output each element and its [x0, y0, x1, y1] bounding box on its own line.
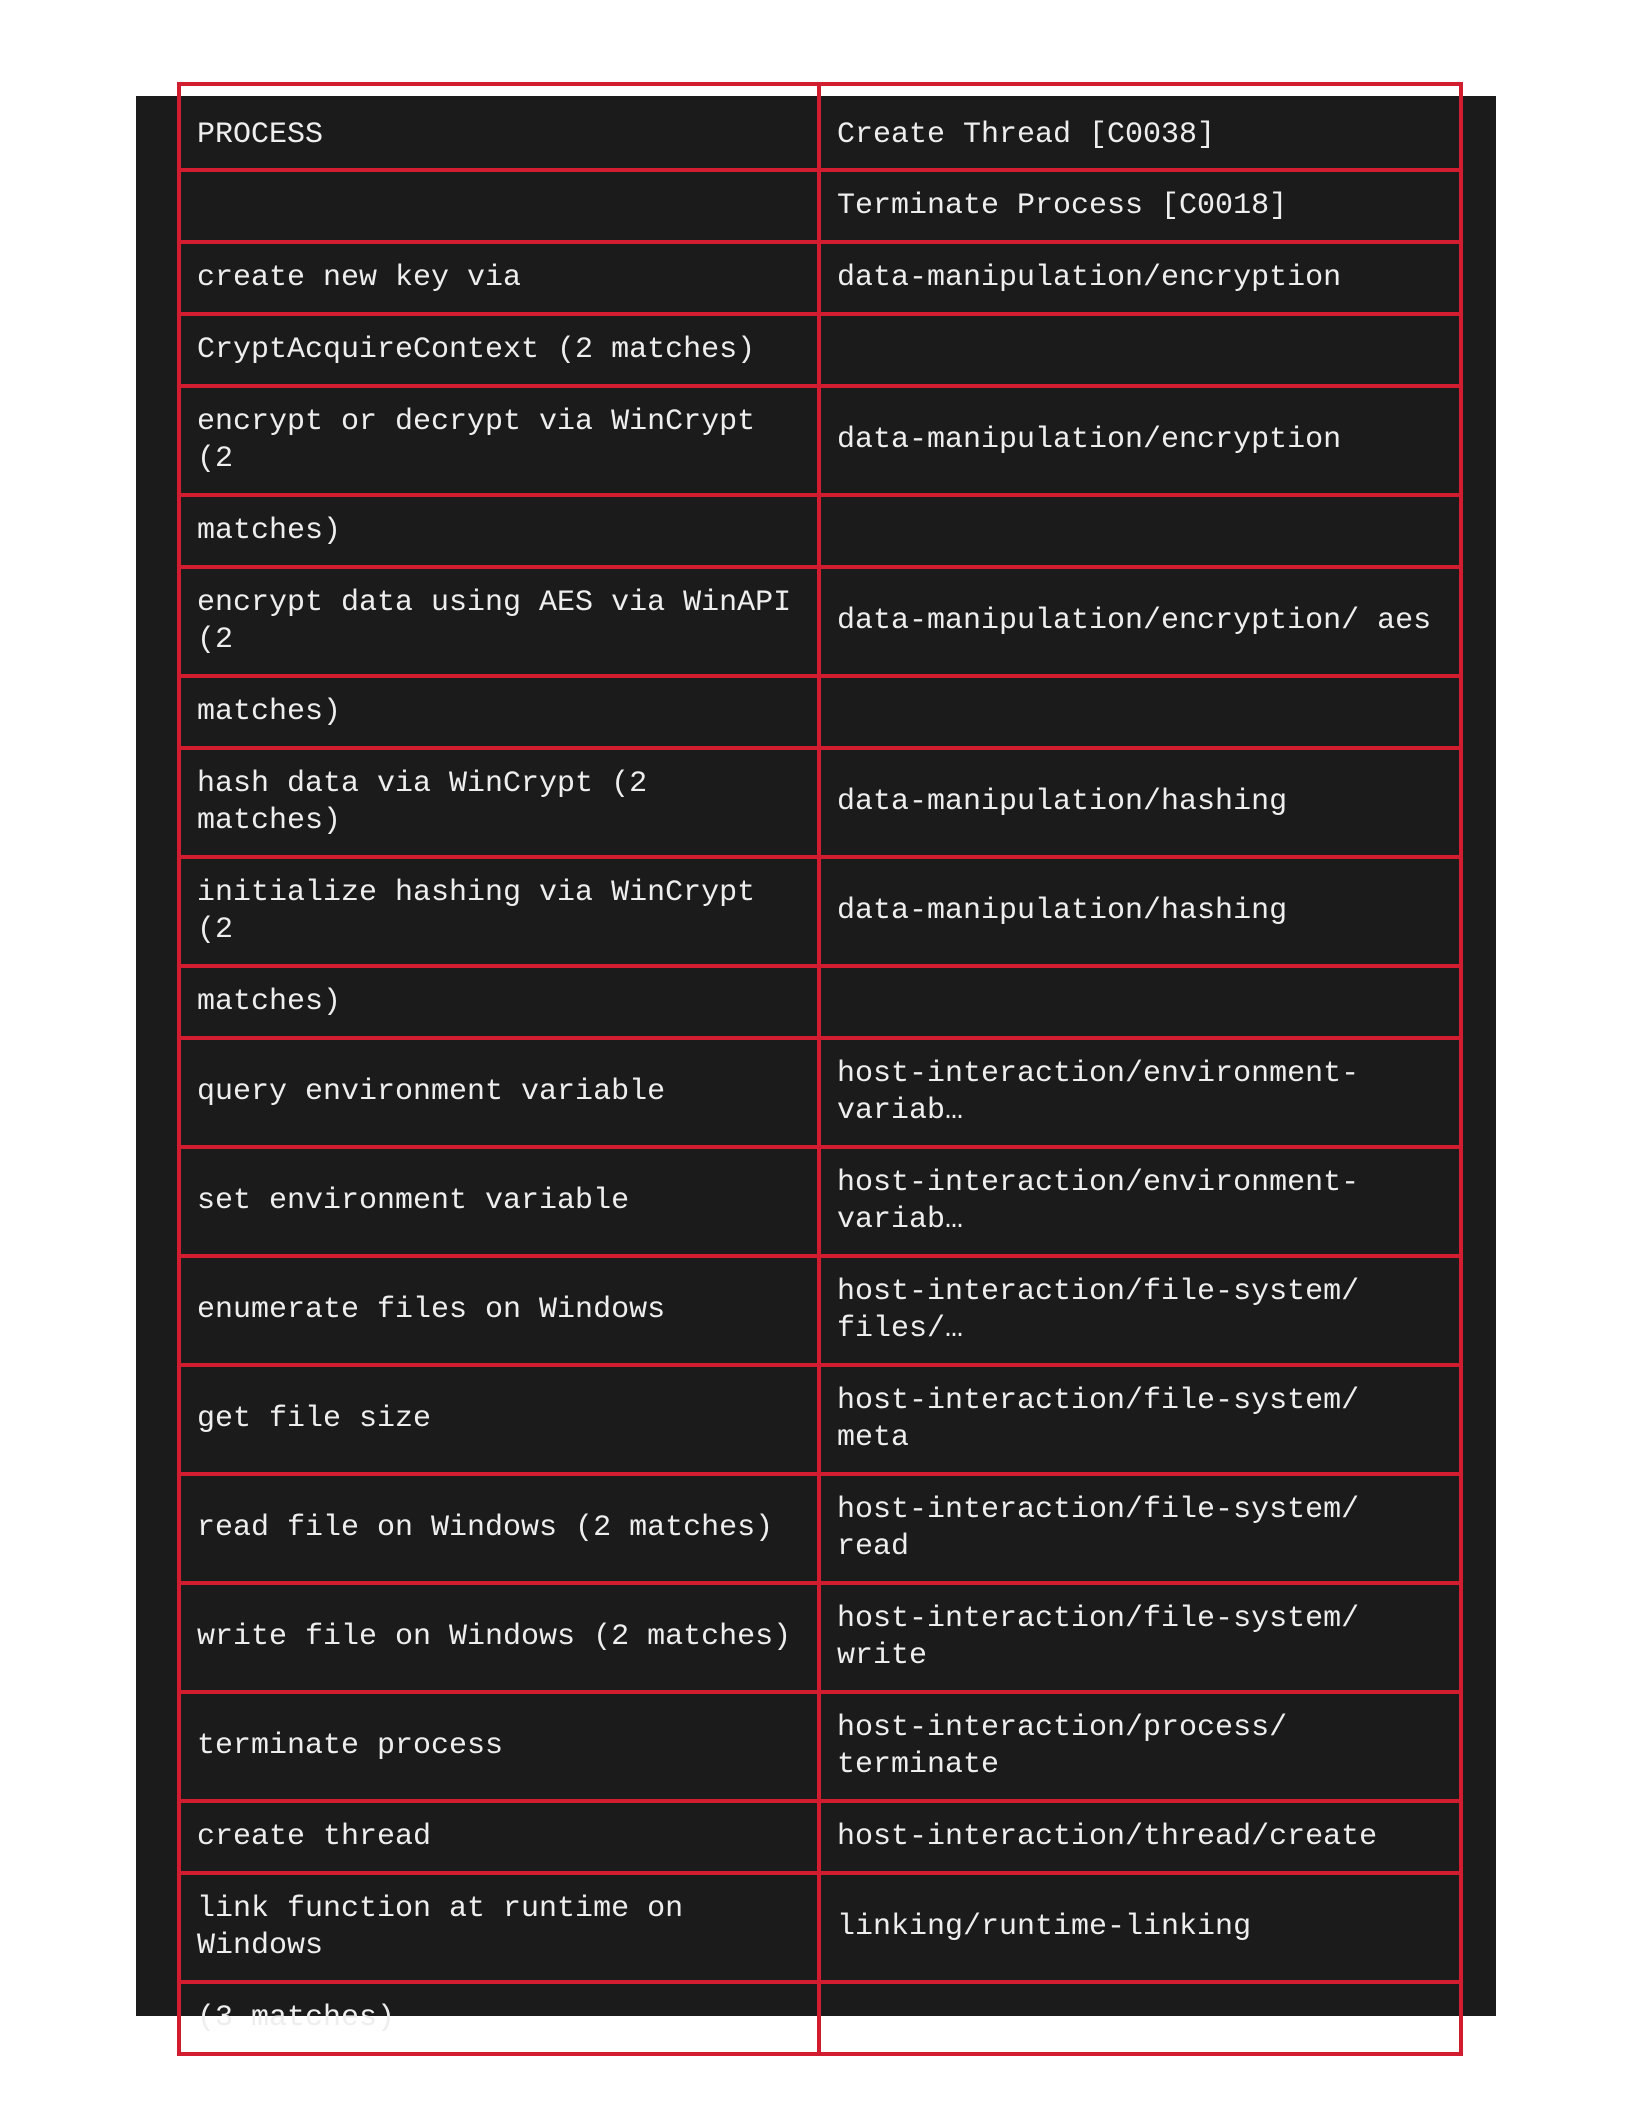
capability-cell: link function at runtime on Windows	[179, 1873, 819, 1982]
capability-cell: encrypt data using AES via WinAPI (2	[179, 567, 819, 676]
capability-cell: write file on Windows (2 matches)	[179, 1583, 819, 1692]
capability-cell: query environment variable	[179, 1038, 819, 1147]
capabilities-table	[177, 82, 1463, 2056]
capability-cell: hash data via WinCrypt (2 matches)	[179, 748, 819, 857]
capability-cell: initialize hashing via WinCrypt (2	[179, 857, 819, 966]
namespace-cell: host-interaction/environment- variab…	[819, 1147, 1461, 1256]
capability-cell: read file on Windows (2 matches)	[179, 1474, 819, 1583]
table-row	[179, 857, 1461, 966]
table-row	[179, 314, 1461, 386]
table-row	[179, 242, 1461, 314]
capabilities-panel	[136, 96, 1496, 2035]
namespace-cell: host-interaction/file-system/ write	[819, 1583, 1461, 1692]
table-row	[179, 1038, 1461, 1147]
namespace-cell: host-interaction/thread/create	[819, 1801, 1461, 1873]
capability-cell: terminate process	[179, 1692, 819, 1801]
namespace-cell: data-manipulation/encryption	[819, 242, 1461, 314]
table-row	[179, 1583, 1461, 1692]
capability-cell: matches)	[179, 966, 819, 1038]
table-row	[179, 170, 1461, 242]
table-row	[179, 495, 1461, 567]
table-row	[179, 1256, 1461, 1365]
table-row	[179, 676, 1461, 748]
table-row	[179, 84, 1461, 170]
table-row	[179, 1147, 1461, 1256]
capability-cell: matches)	[179, 676, 819, 748]
table-row	[179, 748, 1461, 857]
table-row	[179, 966, 1461, 1038]
namespace-cell	[819, 1982, 1461, 2054]
capability-cell: encrypt or decrypt via WinCrypt (2	[179, 386, 819, 495]
namespace-cell: host-interaction/environment- variab…	[819, 1038, 1461, 1147]
table-row	[179, 1474, 1461, 1583]
namespace-cell: host-interaction/process/ terminate	[819, 1692, 1461, 1801]
namespace-cell: host-interaction/file-system/ files/…	[819, 1256, 1461, 1365]
capability-cell: enumerate files on Windows	[179, 1256, 819, 1365]
capability-cell: create new key via	[179, 242, 819, 314]
namespace-cell: Create Thread [C0038]	[819, 84, 1461, 170]
table-row	[179, 386, 1461, 495]
table-row	[179, 1873, 1461, 1982]
namespace-cell: Terminate Process [C0018]	[819, 170, 1461, 242]
table-row	[179, 1982, 1461, 2054]
capability-cell: matches)	[179, 495, 819, 567]
namespace-cell: linking/runtime-linking	[819, 1873, 1461, 1982]
namespace-cell: data-manipulation/encryption	[819, 386, 1461, 495]
namespace-cell	[819, 495, 1461, 567]
namespace-cell: data-manipulation/hashing	[819, 748, 1461, 857]
capability-cell: (3 matches)	[179, 1982, 819, 2054]
capability-cell: CryptAcquireContext (2 matches)	[179, 314, 819, 386]
capability-cell: create thread	[179, 1801, 819, 1873]
namespace-cell: host-interaction/file-system/ meta	[819, 1365, 1461, 1474]
capability-cell: set environment variable	[179, 1147, 819, 1256]
capability-cell	[179, 170, 819, 242]
capability-cell: get file size	[179, 1365, 819, 1474]
namespace-cell	[819, 676, 1461, 748]
table-row	[179, 567, 1461, 676]
table-row	[179, 1801, 1461, 1873]
table-row	[179, 1692, 1461, 1801]
namespace-cell: data-manipulation/encryption/ aes	[819, 567, 1461, 676]
namespace-cell: data-manipulation/hashing	[819, 857, 1461, 966]
namespace-cell: host-interaction/file-system/ read	[819, 1474, 1461, 1583]
capability-cell: PROCESS	[179, 84, 819, 170]
namespace-cell	[819, 966, 1461, 1038]
namespace-cell	[819, 314, 1461, 386]
table-row	[179, 1365, 1461, 1474]
